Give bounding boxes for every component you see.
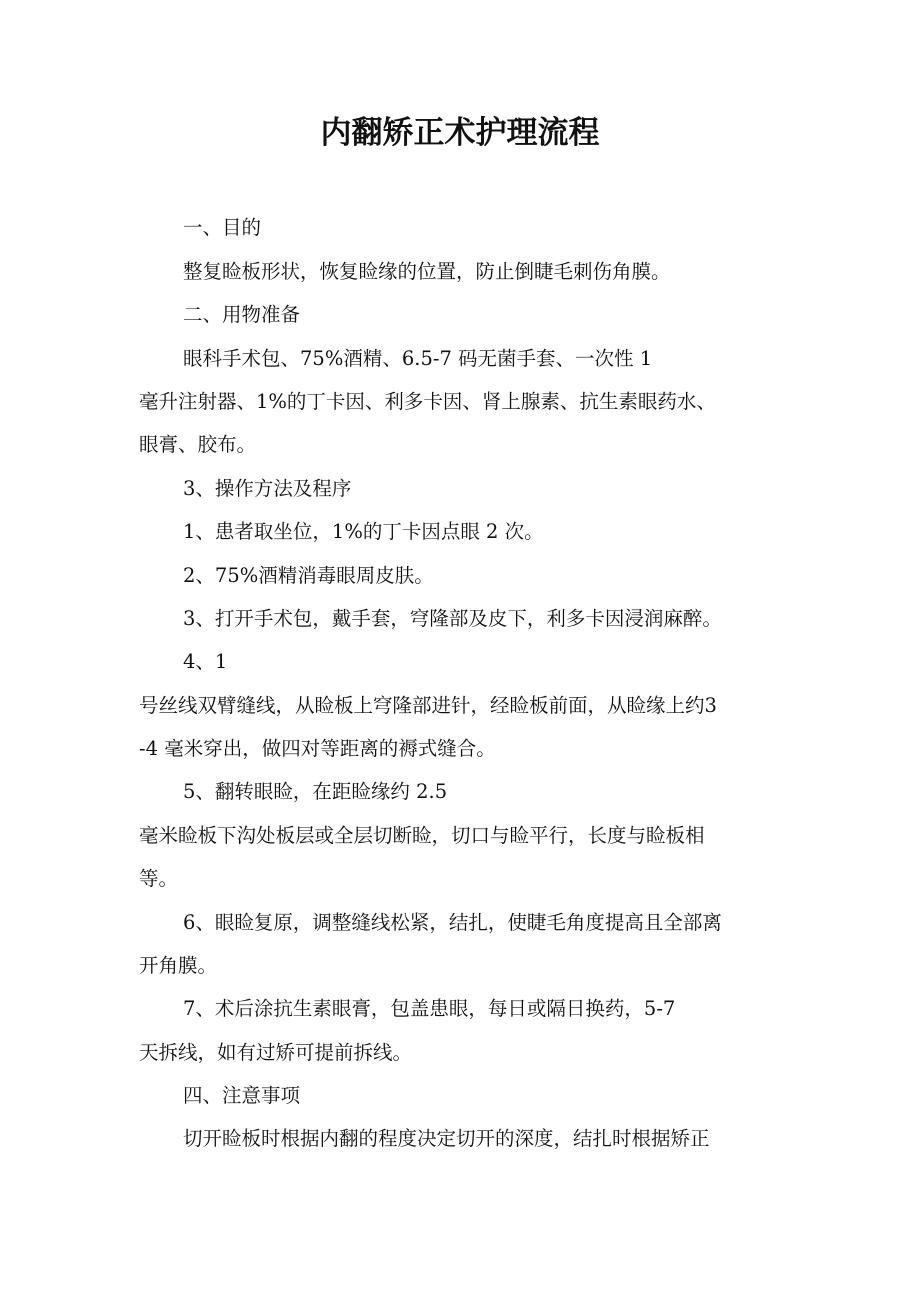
section-heading-precautions: 四、注意事项 — [183, 1084, 301, 1107]
step-item: 7、术后涂抗生素眼膏，包盖患眼，每日或隔日换药，5-7 — [183, 997, 676, 1020]
paragraph-line: 毫升注射器、1%的丁卡因、利多卡因、肾上腺素、抗生素眼药水、 — [139, 390, 716, 413]
paragraph-line: 眼科手术包、75%酒精、6.5-7 码无菌手套、一次性 1 — [183, 347, 653, 370]
section-heading-procedure: 3、操作方法及程序 — [183, 477, 352, 500]
step-item: 5、翻转眼睑，在距睑缘约 2.5 — [183, 780, 448, 803]
paragraph-line: 开角膜。 — [139, 954, 218, 977]
step-item: 1、患者取坐位，1%的丁卡因点眼 2 次。 — [183, 520, 544, 543]
section-heading-supplies: 二、用物准备 — [183, 303, 301, 326]
paragraph-line: 毫米睑板下沟处板层或全层切断睑，切口与睑平行，长度与睑板相 — [139, 824, 705, 847]
paragraph-line: -4 毫米穿出，做四对等距离的褥式缝合。 — [139, 737, 496, 760]
paragraph-line: 切开睑板时根据内翻的程度决定切开的深度，结扎时根据矫正 — [183, 1127, 710, 1150]
paragraph-line: 天拆线，如有过矫可提前拆线。 — [139, 1041, 413, 1064]
paragraph-line: 眼膏、胶布。 — [139, 433, 257, 456]
paragraph-line: 等。 — [139, 867, 179, 890]
step-item: 3、打开手术包，戴手套，穹隆部及皮下，利多卡因浸润麻醉。 — [183, 607, 722, 630]
section-heading-purpose: 一、目的 — [183, 216, 262, 239]
document-title: 内翻矫正术护理流程 — [320, 115, 600, 151]
step-item: 4、1 — [183, 650, 228, 673]
step-item: 2、75%酒精消毒眼周皮肤。 — [183, 564, 434, 587]
paragraph-line: 整复睑板形状，恢复睑缘的位置，防止倒睫毛刺伤角膜。 — [183, 260, 671, 283]
paragraph-line: 号丝线双臂缝线，从睑板上穹隆部进针，经睑板前面，从睑缘上约3 — [139, 694, 717, 717]
step-item: 6、眼睑复原，调整缝线松紧，结扎，使睫毛角度提高且全部离 — [183, 911, 722, 934]
